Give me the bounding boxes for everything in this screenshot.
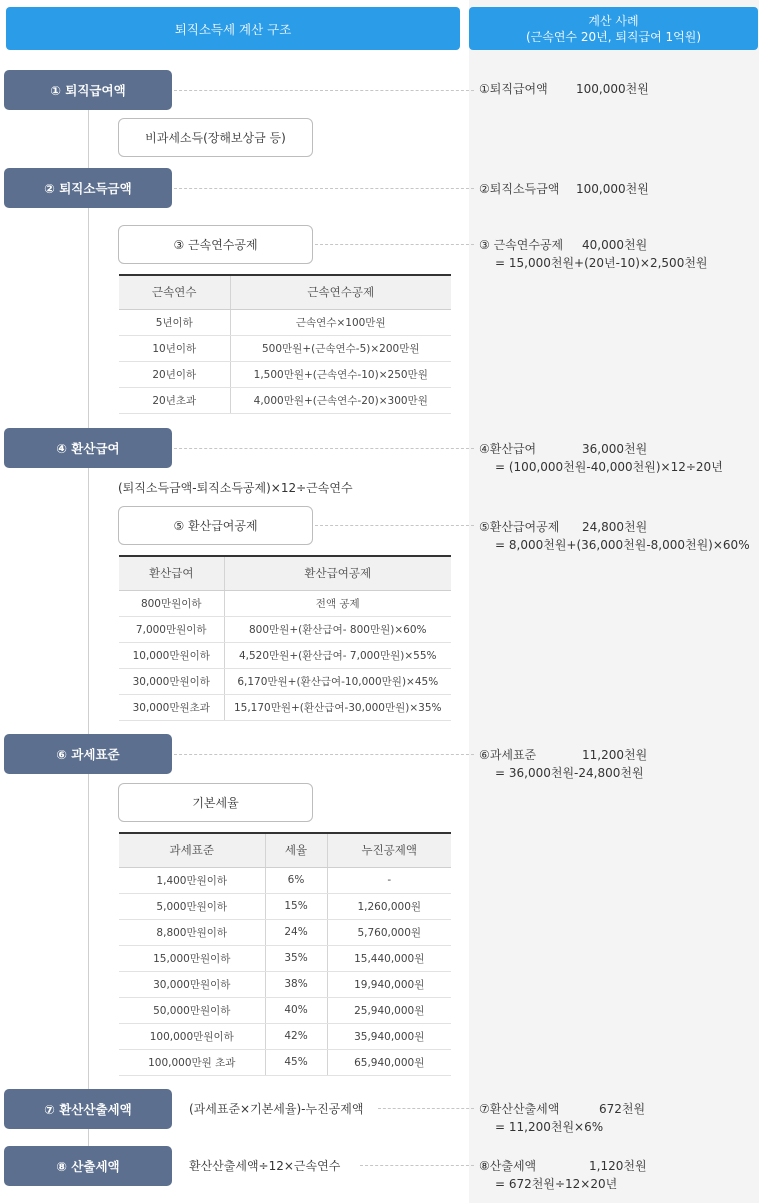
example-detail: = 11,200천원×6% (495, 1120, 604, 1134)
converted-deduction-table (119, 555, 451, 721)
table-header: 세율 (265, 833, 327, 867)
table-cell: 800만원이하 (119, 590, 224, 616)
table-cell: 35,940,000원 (327, 1023, 451, 1049)
table-cell: 35% (265, 945, 327, 971)
step-tax-base (4, 734, 172, 774)
example-label: ①퇴직급여액 (479, 82, 548, 96)
table-row (119, 335, 451, 361)
table-header: 근속연수 (119, 275, 230, 309)
example-value: 11,200천원 (582, 748, 648, 762)
example-item (479, 236, 708, 272)
table-cell: 100,000만원 초과 (119, 1049, 265, 1075)
example-label: ③ 근속연수공제 (479, 238, 564, 252)
flow-connector-line (88, 110, 89, 1170)
table-cell: 20년초과 (119, 387, 230, 413)
dashed-connector (360, 1165, 474, 1166)
converted-deduction-box (118, 506, 313, 545)
box-label: 비과세소득(장해보상금 등) (145, 131, 286, 145)
table-cell: 8,800만원이하 (119, 919, 265, 945)
example-detail: = 8,000천원+(36,000천원-8,000천원)×60% (495, 538, 750, 552)
table-header: 과세표준 (119, 833, 265, 867)
table-row (119, 971, 451, 997)
table-cell: 65,940,000원 (327, 1049, 451, 1075)
example-value: 40,000천원 (582, 238, 648, 252)
table-cell: 15,440,000원 (327, 945, 451, 971)
table-cell: 38% (265, 971, 327, 997)
table-row (119, 945, 451, 971)
table-cell: 800만원+(환산급여- 800만원)×60% (224, 616, 451, 642)
example-header-subtitle: (근속연수 20년, 퇴직급여 1억원) (525, 29, 702, 44)
table-row (119, 668, 451, 694)
table-header: 환산급여공제 (224, 556, 451, 590)
example-value: 36,000천원 (582, 442, 648, 456)
example-label: ②퇴직소득금액 (479, 182, 560, 196)
table-row (119, 694, 451, 720)
example-value: 100,000천원 (576, 182, 649, 196)
table-row (119, 616, 451, 642)
example-item (479, 746, 648, 782)
converted-pay-formula: (퇴직소득금액-퇴직소득공제)×12÷근속연수 (118, 481, 353, 495)
table-cell: 15,000만원이하 (119, 945, 265, 971)
table-cell: 45% (265, 1049, 327, 1075)
step-label: ⑧ 산출세액 (56, 1159, 120, 1174)
example-label: ⑥과세표준 (479, 748, 537, 762)
box-label: ⑤ 환산급여공제 (173, 519, 258, 533)
step-converted-tax (4, 1089, 172, 1129)
table-cell: 30,000만원이하 (119, 971, 265, 997)
tax-rate-table (119, 832, 451, 1076)
table-cell: 30,000만원초과 (119, 694, 224, 720)
table-cell: 24% (265, 919, 327, 945)
service-deduction-box (118, 225, 313, 264)
table-row (119, 387, 451, 413)
table-cell: 5,000만원이하 (119, 893, 265, 919)
table-cell: 전액 공제 (224, 590, 451, 616)
step-label: ② 퇴직소득금액 (44, 181, 132, 196)
table-cell: 5,760,000원 (327, 919, 451, 945)
dashed-connector (378, 1108, 474, 1109)
dashed-connector (174, 448, 474, 449)
example-header-title: 계산 사례 (588, 13, 639, 28)
table-cell: 15% (265, 893, 327, 919)
dashed-connector (174, 90, 474, 91)
table-cell: 6,170만원+(환산급여-10,000만원)×45% (224, 668, 451, 694)
table-cell: 10,000만원이하 (119, 642, 224, 668)
table-cell: - (327, 867, 451, 893)
table-cell: 5년이하 (119, 309, 230, 335)
dashed-connector (174, 188, 474, 189)
table-cell: 근속연수×100만원 (230, 309, 451, 335)
nontaxable-income-box (118, 118, 313, 157)
table-cell: 20년이하 (119, 361, 230, 387)
table-cell: 25,940,000원 (327, 997, 451, 1023)
step-retirement-income (4, 168, 172, 208)
calculated-tax-formula: 환산산출세액÷12×근속연수 (189, 1159, 341, 1173)
table-row (119, 1023, 451, 1049)
example-value: 672천원 (599, 1102, 646, 1116)
example-item (479, 180, 649, 198)
example-item (479, 440, 723, 476)
structure-header-title: 퇴직소득세 계산 구조 (174, 21, 292, 37)
table-cell: 7,000만원이하 (119, 616, 224, 642)
example-detail: = 672천원÷12×20년 (495, 1177, 618, 1191)
table-cell: 42% (265, 1023, 327, 1049)
example-detail: = (100,000천원-40,000천원)×12÷20년 (495, 460, 723, 474)
table-cell: 40% (265, 997, 327, 1023)
step-label: ① 퇴직급여액 (50, 83, 126, 98)
step-calculated-tax (4, 1146, 172, 1186)
example-item (479, 518, 750, 554)
structure-header (6, 7, 460, 50)
example-header (469, 7, 758, 50)
table-cell: 4,520만원+(환산급여- 7,000만원)×55% (224, 642, 451, 668)
example-value: 1,120천원 (589, 1159, 647, 1173)
table-cell: 6% (265, 867, 327, 893)
table-cell: 10년이하 (119, 335, 230, 361)
step-label: ④ 환산급여 (56, 441, 120, 456)
step-label: ⑥ 과세표준 (56, 747, 120, 762)
example-value: 100,000천원 (576, 82, 649, 96)
table-row (119, 361, 451, 387)
example-label: ⑤환산급여공제 (479, 520, 560, 534)
dashed-connector (315, 525, 474, 526)
table-row (119, 642, 451, 668)
example-item (479, 1157, 647, 1193)
example-label: ⑦환산산출세액 (479, 1102, 560, 1116)
example-detail: = 36,000천원-24,800천원 (495, 766, 644, 780)
table-header: 근속연수공제 (230, 275, 451, 309)
table-cell: 50,000만원이하 (119, 997, 265, 1023)
box-label: 기본세율 (192, 796, 239, 810)
table-cell: 15,170만원+(환산급여-30,000만원)×35% (224, 694, 451, 720)
dashed-connector (174, 754, 474, 755)
example-item (479, 1100, 646, 1136)
example-value: 24,800천원 (582, 520, 648, 534)
dashed-connector (315, 244, 474, 245)
table-cell: 500만원+(근속연수-5)×200만원 (230, 335, 451, 361)
table-row (119, 309, 451, 335)
table-cell: 4,000만원+(근속연수-20)×300만원 (230, 387, 451, 413)
table-cell: 19,940,000원 (327, 971, 451, 997)
step-retirement-pay (4, 70, 172, 110)
table-row (119, 590, 451, 616)
basic-rate-box (118, 783, 313, 822)
table-row (119, 867, 451, 893)
table-header: 환산급여 (119, 556, 224, 590)
table-cell: 1,500만원+(근속연수-10)×250만원 (230, 361, 451, 387)
table-cell: 1,400만원이하 (119, 867, 265, 893)
table-row (119, 1049, 451, 1075)
example-label: ④환산급여 (479, 442, 537, 456)
service-deduction-table (119, 274, 451, 414)
table-cell: 1,260,000원 (327, 893, 451, 919)
table-row (119, 893, 451, 919)
step-converted-pay (4, 428, 172, 468)
table-row (119, 997, 451, 1023)
table-row (119, 919, 451, 945)
converted-tax-formula: (과세표준×기본세율)-누진공제액 (189, 1102, 364, 1116)
example-item (479, 80, 649, 98)
step-label: ⑦ 환산산출세액 (44, 1102, 132, 1117)
example-detail: = 15,000천원+(20년-10)×2,500천원 (495, 256, 708, 270)
table-cell: 30,000만원이하 (119, 668, 224, 694)
box-label: ③ 근속연수공제 (173, 238, 258, 252)
table-cell: 100,000만원이하 (119, 1023, 265, 1049)
table-header: 누진공제액 (327, 833, 451, 867)
example-label: ⑧산출세액 (479, 1159, 537, 1173)
